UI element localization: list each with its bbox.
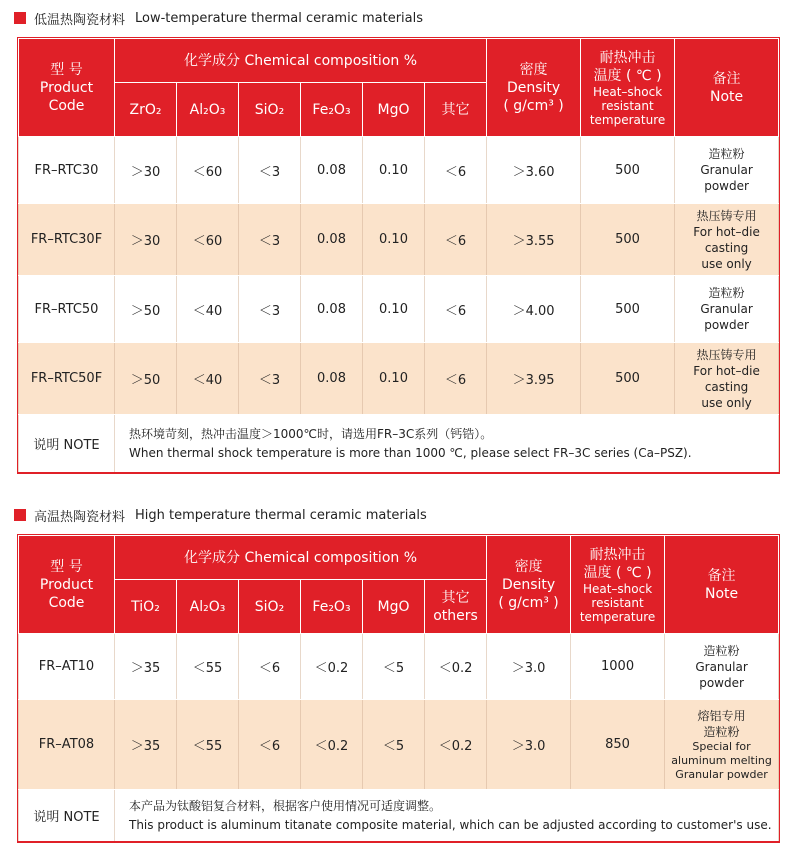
cell-value: 0.08 [301, 343, 363, 415]
cell-value: ＜60 [177, 204, 239, 276]
cell-heat: 500 [581, 137, 675, 204]
cell-heat: 500 [581, 204, 675, 276]
cell-value: 0.10 [363, 204, 425, 276]
cell-value: ＞30 [115, 204, 177, 276]
table-row [19, 700, 779, 790]
col-header-chem: 化学成分 Chemical composition % [115, 39, 487, 83]
cell-value: ＜55 [177, 634, 239, 700]
cell-value: ＜6 [425, 204, 487, 276]
product-code: FR–AT08 [19, 700, 115, 790]
col-header-heat: 耐热冲击 温度 ( ℃ ) Heat–shock resistant temperature [571, 536, 665, 634]
cell-value: 0.08 [301, 276, 363, 343]
cell-value: ＜0.2 [301, 634, 363, 700]
section-marker-icon [14, 509, 26, 521]
cell-value: ＜5 [363, 634, 425, 700]
section-title [14, 8, 423, 28]
col-header-sio2: SiO₂ [239, 83, 301, 137]
cell-value: ＜40 [177, 343, 239, 415]
cell-value: 0.10 [363, 137, 425, 204]
cell-heat: 1000 [571, 634, 665, 700]
high-temp-table [18, 535, 779, 842]
col-header-others: 其它 [425, 83, 487, 137]
table-row [19, 276, 779, 343]
col-header-code: 型 号 Product Code [19, 39, 115, 137]
cell-value: ＞50 [115, 343, 177, 415]
cell-value: ＜6 [425, 343, 487, 415]
cell-value: 0.08 [301, 137, 363, 204]
note-label: 说明 NOTE [19, 790, 115, 842]
cell-value: ＜6 [239, 700, 301, 790]
col-header-zro2: ZrO₂ [115, 83, 177, 137]
cell-heat: 500 [581, 276, 675, 343]
section-title [14, 505, 427, 525]
section-marker-icon [14, 12, 26, 24]
cell-note: 热压铸专用 For hot–die casting use only [675, 204, 779, 276]
col-header-mgo: MgO [363, 580, 425, 634]
cell-density: ＞3.55 [487, 204, 581, 276]
cell-value: 0.10 [363, 343, 425, 415]
cell-note: 熔铝专用 造粒粉 Special for aluminum melting Granular powder [665, 700, 779, 790]
section-title-en: Low-temperature thermal ceramic materials [135, 10, 424, 26]
cell-density: ＞3.0 [487, 700, 571, 790]
note-text: 热环境苛刻，热冲击温度＞1000℃时，请选用FR–3C系列（钙锆）。 When thermal shock temperature is more than 1000 ℃, please select FR–3C series (Ca–PSZ). [115, 415, 779, 473]
cell-value: ＜0.2 [301, 700, 363, 790]
col-header-mgo: MgO [363, 83, 425, 137]
cell-value: ＜5 [363, 700, 425, 790]
col-header-density: 密度 Density ( g/cm³ ) [487, 536, 571, 634]
cell-value: ＜40 [177, 276, 239, 343]
note-row [19, 415, 779, 473]
cell-value: ＜6 [425, 276, 487, 343]
cell-value: ＜0.2 [425, 700, 487, 790]
col-header-note: 备注 Note [675, 39, 779, 137]
col-header-fe2o3: Fe₂O₃ [301, 83, 363, 137]
cell-note: 造粒粉 Granular powder [675, 137, 779, 204]
cell-note: 热压铸专用 For hot–die casting use only [675, 343, 779, 415]
cell-value: ＜3 [239, 204, 301, 276]
cell-value: 0.10 [363, 276, 425, 343]
col-header-tio2: TiO₂ [115, 580, 177, 634]
cell-heat: 850 [571, 700, 665, 790]
col-header-sio2: SiO₂ [239, 580, 301, 634]
cell-heat: 500 [581, 343, 675, 415]
cell-value: ＞35 [115, 700, 177, 790]
cell-note: 造粒粉 Granular powder [675, 276, 779, 343]
cell-value: ＜55 [177, 700, 239, 790]
note-label: 说明 NOTE [19, 415, 115, 473]
cell-value: ＞50 [115, 276, 177, 343]
cell-value: ＞35 [115, 634, 177, 700]
col-header-al2o3: Al₂O₃ [177, 83, 239, 137]
product-code: FR–AT10 [19, 634, 115, 700]
col-header-others: 其它 others [425, 580, 487, 634]
product-code: FR–RTC50F [19, 343, 115, 415]
cell-value: ＜6 [425, 137, 487, 204]
cell-value: ＞30 [115, 137, 177, 204]
note-row [19, 790, 779, 842]
cell-density: ＞4.00 [487, 276, 581, 343]
col-header-fe2o3: Fe₂O₃ [301, 580, 363, 634]
col-header-al2o3: Al₂O₃ [177, 580, 239, 634]
col-header-chem: 化学成分 Chemical composition % [115, 536, 487, 580]
table-row [19, 343, 779, 415]
col-header-density: 密度 Density ( g/cm³ ) [487, 39, 581, 137]
cell-value: ＜6 [239, 634, 301, 700]
col-header-heat: 耐热冲击 温度 ( ℃ ) Heat–shock resistant temperature [581, 39, 675, 137]
section-title-zh: 高温热陶瓷材料 [34, 509, 126, 525]
cell-value: 0.08 [301, 204, 363, 276]
product-code: FR–RTC30 [19, 137, 115, 204]
cell-density: ＞3.60 [487, 137, 581, 204]
cell-density: ＞3.0 [487, 634, 571, 700]
table-row [19, 137, 779, 204]
section-title-en: High temperature thermal ceramic materials [135, 507, 427, 523]
cell-value: ＜0.2 [425, 634, 487, 700]
cell-value: ＜3 [239, 343, 301, 415]
cell-value: ＜60 [177, 137, 239, 204]
section-title-zh: 低温热陶瓷材料 [34, 12, 126, 28]
product-code: FR–RTC30F [19, 204, 115, 276]
cell-note: 造粒粉 Granular powder [665, 634, 779, 700]
cell-density: ＞3.95 [487, 343, 581, 415]
table-row [19, 634, 779, 700]
product-code: FR–RTC50 [19, 276, 115, 343]
cell-value: ＜3 [239, 137, 301, 204]
note-text: 本产品为钛酸铝复合材料，根据客户使用情况可适度调整。 This product is aluminum titanate composite material, which can be adjusted according to customer's use. [115, 790, 779, 842]
table-row [19, 204, 779, 276]
col-header-code: 型 号 Product Code [19, 536, 115, 634]
cell-value: ＜3 [239, 276, 301, 343]
col-header-note: 备注 Note [665, 536, 779, 634]
low-temp-table [18, 38, 779, 473]
